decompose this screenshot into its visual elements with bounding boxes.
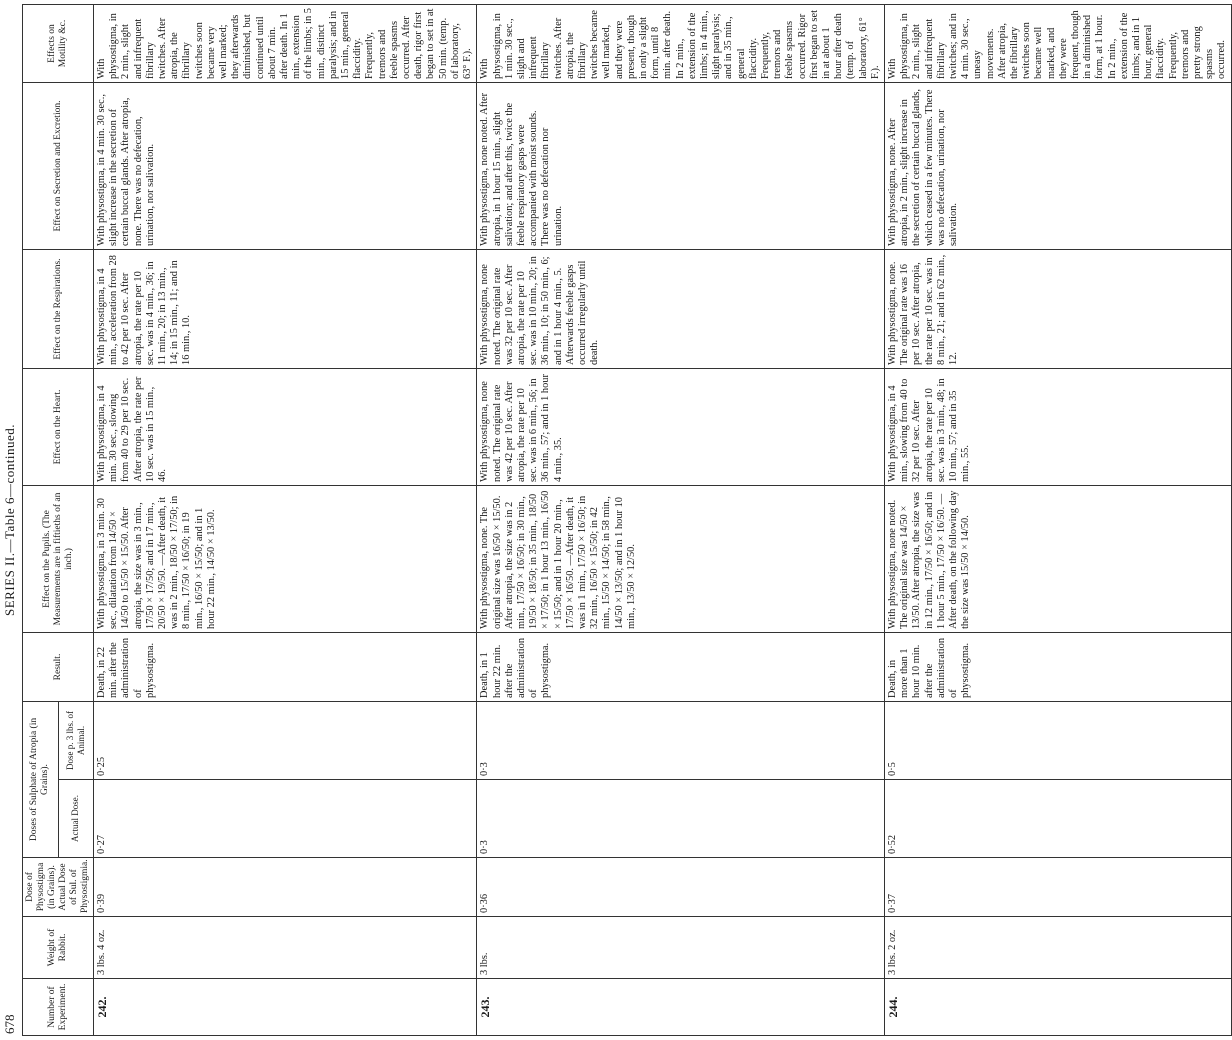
motility-cell: With physostigma, in 2 min., slight and infrequent fibrillary twitches. After atropia, the fibrillary twitches soon became very well marked; they afterwards diminished, but continued until about 7 min. after death. In 1 min., extension of the limbs; in 5 min., distinct paralysis; and in 15 min., general flaccidity. Frequently, tremors and feeble spasms occurred. After death, rigor first began to set in at 50 min. (temp. of laboratory, 63° F.).	[94, 5, 477, 83]
atropia-actual-cell: 0·3	[477, 780, 885, 858]
page-number: 678	[2, 1014, 17, 1034]
weight-cell: 3 lbs. 4 oz.	[94, 917, 477, 979]
running-header	[0, 0, 22, 1040]
result-cell: Death, in 22 min. after the administration of physostigma.	[94, 633, 477, 702]
respirations-cell: With physostigma, none. The original rate was 16 per 10 sec. After atropia, the rate per 10 sec. was in 8 min., 21; and in 62 min., 12.	[885, 250, 1232, 369]
col-atropia-actual: Actual Dose.	[58, 780, 94, 858]
col-heart: Effect on the Heart.	[23, 369, 94, 486]
respirations-cell: With physostigma, none noted. The original rate was 32 per 10 sec. After atropia, the rate per 10 sec. was in 10 min., 20; in 36 min., 10; in 50 min., 6; and in 1 hour 4 min., 5. Afterwards feeble gasps occurred irregularly until death.	[477, 250, 885, 369]
motility-cell: With physostigma, in 1 min. 30 sec., slight and infrequent fibrillary twitches. After atropia, the fibrillary twitches became well marked, and they were present, though in only a slight form, until 8 min. after death. In 2 min., extension of the limbs; in 4 min., slight paralysis; and in 35 min., general flaccidity. Frequently, tremors and feeble spasms occurred. Rigor first began to set in at about 1 hour after death (temp. of laboratory, 61° F.).	[477, 5, 885, 83]
respirations-cell: With physostigma, in 4 min., acceleration from 28 to 42 per 10 sec. After atropia, the rate per 10 sec. was in 4 min., 36; in 11 min., 20; in 13 min., 14; in 15 min., 11; and in 16 min., 10.	[94, 250, 477, 369]
experiment-number: 244.	[886, 996, 900, 1018]
col-experiment: Number of Experiment.	[23, 979, 94, 1036]
heart-cell: With physostigma, in 4 min., slowing from 40 to 32 per 10 sec. After atropia, the rate per 10 sec. was in 3 min., 48; in 10 min., 57; and in 35 min., 55.	[885, 369, 1232, 486]
col-motility: Effects on Motility &c.	[23, 5, 94, 83]
heart-cell: With physostigma, none noted. The original rate was 42 per 10 sec. After atropia, the rate per 10 sec. was in 6 min., 56; in 36 min., 57; and in 1 hour 4 min., 35.	[477, 369, 885, 486]
physostigma-cell: 0·36	[477, 858, 885, 917]
experiment-number: 243.	[478, 996, 493, 1018]
atropia-per3lbs-cell: 0·3	[477, 702, 885, 780]
atropia-per3lbs-cell: 0·5	[885, 702, 1232, 780]
physostigma-cell: 0·39	[94, 858, 477, 917]
col-respirations: Effect on the Respirations.	[23, 250, 94, 369]
atropia-per3lbs-cell: 0·25	[94, 702, 477, 780]
pupils-cell: With physostigma, none. The original size was 16/50 × 15/50. After atropia, the size was in 2 min., 17/50 × 16/50; in 30 min., 19/50 × 18/50; in 35 min., 18/50 × 17/50; in 1 hour 13 min., 16/50 × 15/50; and in 1 hour 20 min., 17/50 × 16/50. —After death, it was in 1 min., 17/50 × 16/50; in 32 min., 16/50 × 15/50; in 42 min., 15/50 × 14/50; in 58 min., 14/50 × 13/50; and in 1 hour 10 min., 13/50 × 12/50.	[477, 486, 885, 633]
atropia-actual-cell: 0·27	[94, 780, 477, 858]
data-table	[22, 4, 1232, 1036]
col-weight: Weight of Rabbit.	[23, 917, 94, 979]
experiment-number: 242.	[95, 996, 109, 1018]
pupils-cell: With physostigma, none noted. The original size was 14/50 × 13/50. After atropia, the size was in 12 min., 17/50 × 16/50; and in 1 hour 5 min., 17/50 × 16/50. —After death, on the following day the size was 15/50 × 14/50.	[885, 486, 1232, 633]
motility-cell: With physostigma, in 2 min., slight and infrequent fibrillary twitches; and in 4 min. 30 sec., uneasy movements. After atropia, the fibrillary twitches soon became well marked, and they were frequent, though in a diminished form, at 1 hour. In 2 min., extension of the limbs; and in 1 hour, general flaccidity. Frequently, tremors and pretty strong spasms occurred.	[885, 5, 1232, 83]
secretion-cell: With physostigma, none noted. After atropia, in 1 hour 15 min., slight salivation; and after this, twice the feeble respiratory gasps were accompanied with moist sounds. There was no defecation nor urination.	[477, 83, 885, 250]
physostigma-cell: 0·37	[885, 858, 1232, 917]
pupils-cell: With physostigma, in 3 min. 30 sec., dilatation from 14/50 × 14/50 to 15/50 × 15/50. After atropia, the size was in 3 min., 17/50 × 17/50; and in 17 min., 20/50 × 19/50. —After death, it was in 2 min., 18/50 × 17/50; in 8 min., 17/50 × 16/50; in 19 min., 16/50 × 15/50; and in 1 hour 22 min., 14/50 × 13/50.	[94, 486, 477, 633]
table-caption: SERIES II.—Table 6—continued.	[2, 424, 17, 616]
table-row	[477, 5, 885, 1036]
col-pupils: Effect on the Pupils. (The Measurements are in fiftieths of an inch.)	[23, 486, 94, 633]
col-secretion: Effect on Secretion and Excretion.	[23, 83, 94, 250]
table-row	[94, 5, 477, 1036]
secretion-cell: With physostigma, none. After atropia, in 2 min., slight increase in the secretion of certain buccal glands, which ceased in a few minutes. There was no defecation, urination, nor salivation.	[885, 83, 1232, 250]
secretion-cell: With physostigma, in 4 min. 30 sec., slight increase in the secretion of certain buccal glands. After atropia, none. There was no defecation, urination, nor salivation.	[94, 83, 477, 250]
result-cell: Death, in more than 1 hour 10 min. after the administration of physostigma.	[885, 633, 1232, 702]
col-atropia-group: Doses of Sulphate of Atropia (in Grains).	[23, 702, 59, 858]
col-result: Result.	[23, 633, 94, 702]
atropia-actual-cell: 0·52	[885, 780, 1232, 858]
table-row	[885, 5, 1232, 1036]
result-cell: Death, in 1 hour 22 min. after the administration of physostigma.	[477, 633, 885, 702]
col-physostigma: Dose of Physostigma (in Grains). Actual Dose of Sul. of Physostigmia.	[23, 858, 94, 917]
weight-cell: 3 lbs. 2 oz.	[885, 917, 1232, 979]
heart-cell: With physostigma, in 4 min. 30 sec., slowing from 40 to 29 per 10 sec. After atropia, the rate per 10 sec. was in 15 min., 46.	[94, 369, 477, 486]
weight-cell: 3 lbs.	[477, 917, 885, 979]
col-atropia-per3lbs: Dose p. 3 lbs. of Animal.	[58, 702, 94, 780]
